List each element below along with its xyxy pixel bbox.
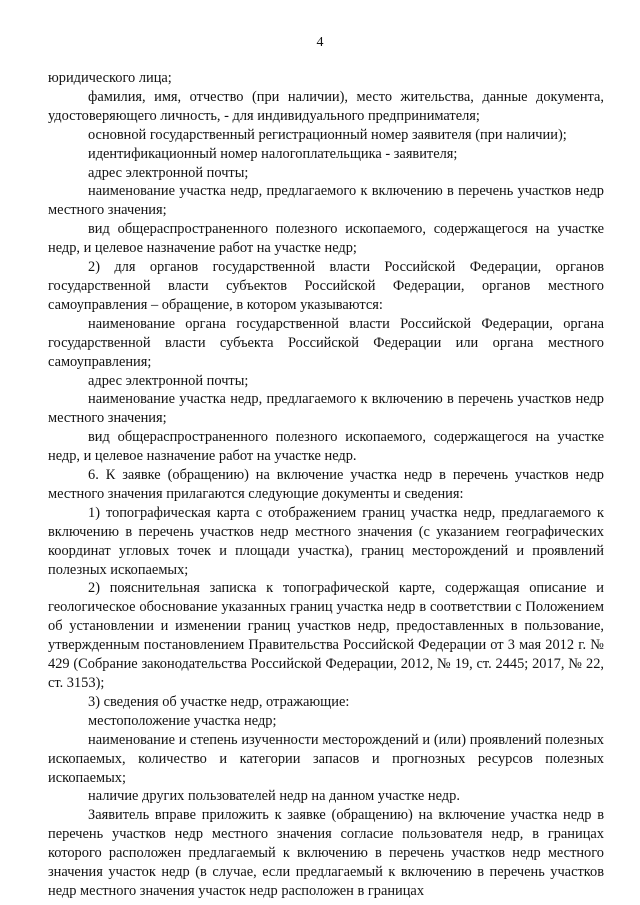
paragraph: наименование участка недр, предлагаемого к включению в перечень участков недр местного значения;: [48, 391, 604, 427]
paragraph: адрес электронной почты;: [88, 164, 249, 181]
paragraph: наименование и степень изученности месторождений и (или) проявлений полезных ископаемых, количество и категории запасов и прогнозных ресурсов полезных ископаемых;: [48, 731, 604, 786]
paragraph: вид общераспространенного полезного ископаемого, содержащегося на участке недр, и целевое назначение работ на участке недр.: [48, 429, 604, 465]
paragraph: идентификационный номер налогоплательщика - заявителя;: [88, 145, 458, 162]
paragraph: Заявитель вправе приложить к заявке (обращению) на включение участка недр в перечень участков недр местного значения согласие пользователя недр, в границах которого расположен предлагаемый к включению в перечень участков недр местного значения участок недр (в случае, если предлагаемый к включению в перечень участков недр местного значения участок недр расположен в границах: [48, 807, 604, 899]
paragraph: адрес электронной почты;: [88, 372, 249, 389]
paragraph: 6. К заявке (обращению) на включение участка недр в перечень участков недр местного значения прилагаются следующие документы и сведения:: [48, 467, 604, 502]
paragraph: местоположение участка недр;: [88, 712, 277, 729]
paragraph: вид общераспространенного полезного ископаемого, содержащегося на участке недр, и целевое назначение работ на участке недр;: [48, 221, 604, 257]
paragraph: 3) сведения об участке недр, отражающие:: [88, 693, 350, 710]
paragraph: 1) топографическая карта с отображением границ участка недр, предлагаемого к включению в перечень участков недр местного значения (с указанием географических координат угловых точек и площади участка), границ месторождений и проявлений полезных ископаемых;: [48, 504, 604, 578]
document-body: [48, 69, 604, 901]
paragraph: 2) для органов государственной власти Российской Федерации, органов государственной власти субъектов Российской Федерации, органов местного самоуправления – обращение, в котором указываются:: [48, 259, 604, 313]
paragraph: фамилия, имя, отчество (при наличии), место жительства, данные документа, удостоверяющего личность, - для индивидуального предпринимателя;: [48, 88, 604, 124]
paragraph: основной государственный регистрационный номер заявителя (при наличии);: [88, 126, 567, 143]
paragraph: наименование участка недр, предлагаемого к включению в перечень участков недр местного значения;: [48, 183, 604, 219]
paragraph: наименование органа государственной власти Российской Федерации, органа государственной власти субъекта Российской Федерации или органа местного самоуправления;: [48, 315, 604, 370]
page-number: 4: [316, 35, 324, 50]
paragraph: наличие других пользователей недр на данном участке недр.: [88, 788, 460, 805]
paragraph: 2) пояснительная записка к топографической карте, содержащая описание и геологическое обоснование указанных границ участка недр в соответствии с Положением об установлении и изменении границ участков недр, предоставленных в пользование, утвержденным постановлением Правительства Российской Федерации от 3 мая 2012 г. № 429 (Собрание законодательства Российской Федерации, 2012, № 19, ст. 2445; 2017, № 22, ст. 3153);: [48, 580, 604, 691]
paragraph: юридического лица;: [48, 70, 172, 86]
